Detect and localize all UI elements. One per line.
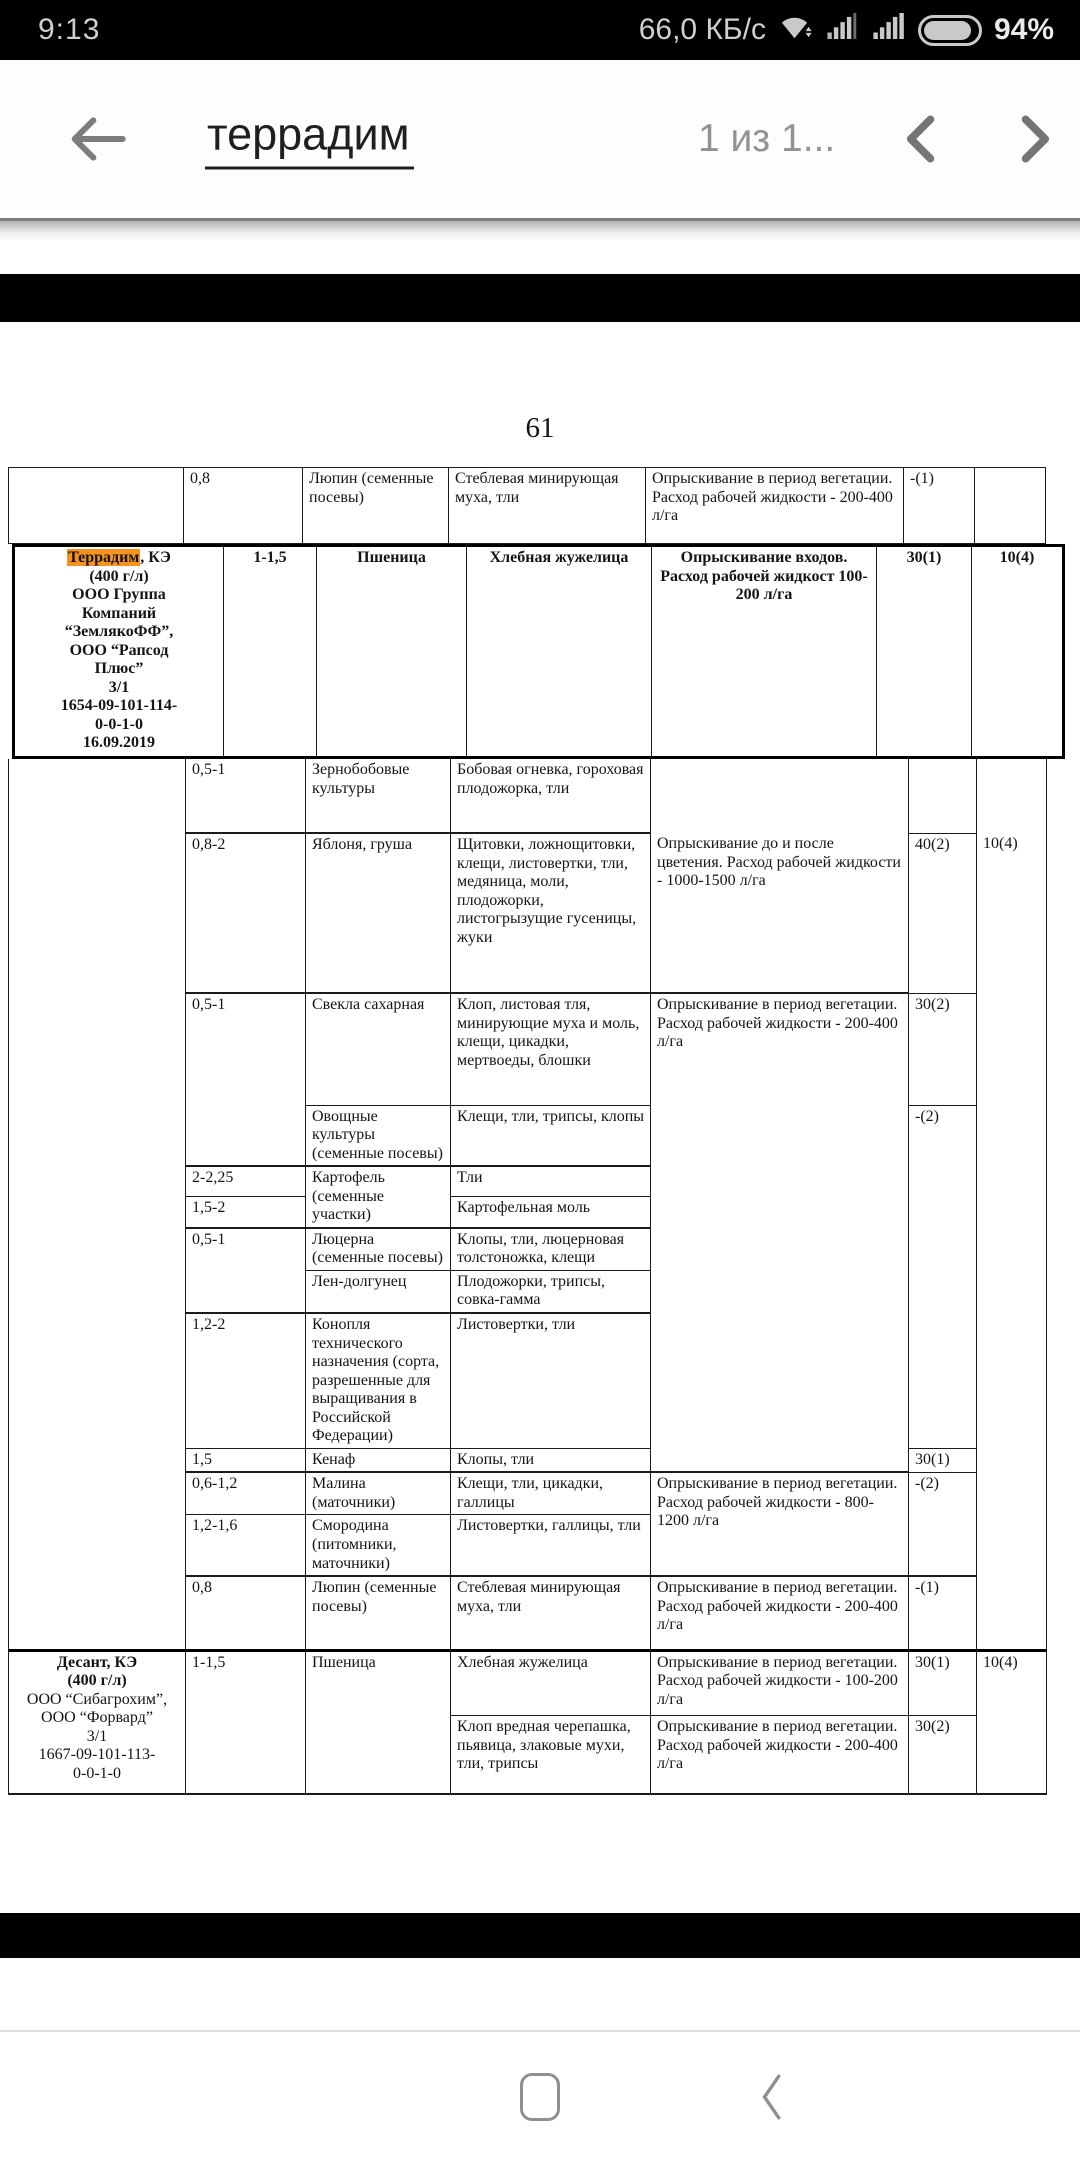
cell-pest: Плодожорки, трипсы, совка-гамма bbox=[451, 1270, 651, 1313]
cell-pest: Стеблевая минирующая муха, тли bbox=[449, 468, 646, 544]
pesticide-tables bbox=[0, 467, 1080, 1795]
cell-pest: Клоп вредная черепашка, пьявица, злаковые мухи, тли, трипсы bbox=[451, 1716, 651, 1794]
cell-pest: Стеблевая минирующая муха, тли bbox=[451, 1576, 651, 1650]
table-row bbox=[9, 468, 1046, 544]
cell-pest: Клопы, тли bbox=[451, 1448, 651, 1472]
cell-waiting: 30(2) bbox=[909, 993, 977, 1105]
network-speed: 66,0 КБ/с bbox=[638, 13, 766, 46]
status-icons bbox=[639, 8, 1054, 52]
cell-product bbox=[14, 546, 224, 758]
cell-pest: Хлебная жужелица bbox=[467, 546, 652, 758]
table-terradim bbox=[12, 544, 1065, 759]
cell-entry bbox=[977, 993, 1047, 1650]
cell-entry: 10(4) bbox=[972, 546, 1064, 758]
battery-percent: 94% bbox=[993, 13, 1054, 46]
cell-waiting: 40(2) bbox=[909, 833, 977, 993]
product-info bbox=[21, 586, 217, 753]
product-info bbox=[15, 1691, 179, 1784]
table-terradim-continuation bbox=[8, 759, 1047, 1652]
cell-pest: Клещи, тли, цикадки, галлицы bbox=[451, 1472, 651, 1515]
cell-method bbox=[651, 759, 909, 833]
back-arrow-icon[interactable] bbox=[64, 107, 128, 171]
cell-crop: Овощные культуры (семенные посевы) bbox=[306, 1105, 451, 1166]
table-row bbox=[9, 759, 1047, 833]
page-number: 61 bbox=[525, 412, 555, 444]
cell-waiting: -(1) bbox=[909, 1576, 977, 1650]
search-highlight: Террадим bbox=[68, 549, 140, 566]
page-break-band-top bbox=[0, 274, 1080, 322]
cell-method: Опрыскивание в период вегетации. Расход рабочей жидкости - 200-400 л/га bbox=[646, 468, 904, 544]
product-info-line: ООО “Форвард” bbox=[41, 1709, 153, 1727]
cell-dose: 0,5-1 bbox=[186, 759, 306, 833]
product-info-line: 3/1 bbox=[108, 678, 130, 696]
cell-method: Опрыскивание в период вегетации. Расход рабочей жидкости - 200-400 л/га bbox=[651, 993, 909, 1472]
table-row bbox=[9, 1652, 1047, 1716]
cell-crop: Картофель (семенные участки) bbox=[306, 1166, 451, 1228]
status-bar bbox=[0, 0, 1080, 60]
search-toolbar bbox=[0, 60, 1080, 218]
previous-match-button[interactable] bbox=[894, 111, 950, 167]
navigation-bar bbox=[0, 2030, 1080, 2160]
table-fragment bbox=[8, 467, 1046, 544]
cell-dose: 2-2,25 bbox=[186, 1166, 306, 1197]
product-info-line: 16.09.2019 bbox=[83, 734, 155, 752]
cell-pest: Щитовки, ложнощитовки, клещи, листовертки, тли, медяница, моли, плодожорки, листогрызущие гусеницы, жуки bbox=[451, 833, 651, 993]
product-name-line: Десант, КЭ bbox=[56, 1653, 138, 1671]
cell-entry bbox=[977, 759, 1047, 833]
cell-crop: Смородина (питомники, маточники) bbox=[306, 1515, 451, 1576]
product-info-line: Плюс” bbox=[94, 660, 144, 678]
cell-dose: 0,5-1 bbox=[186, 993, 306, 1166]
cell-crop: Пшеница bbox=[317, 546, 467, 758]
cell-dose: 1-1,5 bbox=[224, 546, 317, 758]
cell-pest: Клопы, тли, люцерновая толстоножка, клещи bbox=[451, 1228, 651, 1271]
cell-product bbox=[9, 468, 184, 544]
cell-waiting: -(2) bbox=[909, 1105, 977, 1448]
cell-dose: 1,2-1,6 bbox=[186, 1515, 306, 1576]
cell-method: Опрыскивание до и после цветения. Расход рабочей жидкости - 1000-1500 л/га bbox=[651, 833, 909, 993]
cell-waiting: 30(1) bbox=[909, 1652, 977, 1716]
cell-dose: 0,8 bbox=[184, 468, 303, 544]
cell-method: Опрыскивание входов. Расход рабочей жидкост 100-200 л/га bbox=[652, 546, 877, 758]
cell-dose: 0,8-2 bbox=[186, 833, 306, 993]
cell-crop: Пшеница bbox=[306, 1652, 451, 1794]
cell-crop: Конопля технического назначения (сорта, разрешенные для выращивания в Российской Федерации) bbox=[306, 1313, 451, 1448]
product-info-line: ООО Группа bbox=[72, 586, 166, 604]
cell-crop: Кенаф bbox=[306, 1448, 451, 1472]
product-info-line: 3/1 bbox=[86, 1727, 108, 1745]
product-info-line: ООО “Рапсод bbox=[69, 641, 169, 659]
cell-pest: Бобовая огневка, гороховая плодожорка, тли bbox=[451, 759, 651, 833]
battery-icon bbox=[918, 15, 982, 46]
cell-product bbox=[9, 1652, 186, 1794]
product-info-line: “ЗемлякоФФ”, bbox=[64, 623, 174, 641]
search-match-counter: 1 из 1... bbox=[698, 117, 836, 160]
product-info-line: 1654-09-101-114- bbox=[60, 697, 178, 715]
back-button[interactable] bbox=[758, 2073, 784, 2121]
cell-crop: Лен-долгунец bbox=[306, 1270, 451, 1313]
cell-crop: Малина (маточники) bbox=[306, 1472, 451, 1515]
cell-entry: 10(4) bbox=[977, 833, 1047, 993]
cell-entry: 10(4) bbox=[977, 1652, 1047, 1794]
product-strength: (400 г/л) bbox=[67, 1672, 127, 1690]
cell-waiting: -(1) bbox=[904, 468, 975, 544]
cell-crop: Люпин (семенные посевы) bbox=[306, 1576, 451, 1650]
cell-dose: 0,6-1,2 bbox=[186, 1472, 306, 1515]
cell-pest: Клещи, тли, трипсы, клопы bbox=[451, 1105, 651, 1166]
cell-dose: 1,2-2 bbox=[186, 1313, 306, 1448]
product-strength: (400 г/л) bbox=[89, 567, 149, 585]
cell-pest: Клоп, листовая тля, минирующие муха и моль, клещи, цикадки, мертвоеды, блошки bbox=[451, 993, 651, 1105]
cell-dose: 1-1,5 bbox=[186, 1652, 306, 1794]
cell-pest: Листовертки, галлицы, тли bbox=[451, 1515, 651, 1576]
cell-waiting bbox=[909, 759, 977, 833]
cell-waiting: -(2) bbox=[909, 1472, 977, 1576]
product-name-line: Террадим, КЭ bbox=[68, 549, 171, 566]
product-info-line: 0-0-1-0 bbox=[95, 715, 143, 733]
cell-dose: 0,5-1 bbox=[186, 1228, 306, 1313]
product-info-line: 1667-09-101-113- bbox=[38, 1746, 156, 1764]
table-row bbox=[14, 546, 1064, 758]
cell-waiting: 30(1) bbox=[877, 546, 972, 758]
table-desant bbox=[8, 1652, 1047, 1795]
cell-pest: Картофельная моль bbox=[451, 1197, 651, 1228]
cell-entry bbox=[975, 468, 1046, 544]
cell-waiting: 30(1) bbox=[909, 1448, 977, 1472]
cell-method: Опрыскивание в период вегетации. Расход рабочей жидкости - 800-1200 л/га bbox=[651, 1472, 909, 1576]
next-match-button[interactable] bbox=[1006, 111, 1062, 167]
signal-icon-sim2 bbox=[872, 13, 906, 47]
signal-icon-sim1 bbox=[826, 13, 860, 47]
search-term-input[interactable]: террадим bbox=[205, 109, 414, 170]
cell-crop: Люцерна (семенные посевы) bbox=[306, 1228, 451, 1271]
cell-crop: Зернобобовые культуры bbox=[306, 759, 451, 833]
page-break-band-bottom bbox=[0, 1913, 1080, 1958]
clock: 9:13 bbox=[38, 13, 101, 46]
cell-crop: Свекла сахарная bbox=[306, 993, 451, 1105]
product-info-line: ООО “Сибагрохим”, bbox=[26, 1690, 168, 1708]
product-info-line: 0-0-1-0 bbox=[73, 1764, 121, 1782]
product-info-line: Компаний bbox=[81, 604, 157, 622]
cell-method: Опрыскивание в период вегетации. Расход рабочей жидкости - 100-200 л/га bbox=[651, 1652, 909, 1716]
cell-method: Опрыскивание в период вегетации. Расход рабочей жидкости - 200-400 л/га bbox=[651, 1716, 909, 1794]
pdf-page[interactable] bbox=[0, 240, 1080, 2030]
cell-method: Опрыскивание в период вегетации. Расход рабочей жидкости - 200-400 л/га bbox=[651, 1576, 909, 1650]
cell-dose: 1,5-2 bbox=[186, 1197, 306, 1228]
cell-pest: Листовертки, тли bbox=[451, 1313, 651, 1448]
cell-pest: Хлебная жужелица bbox=[451, 1652, 651, 1716]
cell-crop: Люпин (семенные посевы) bbox=[303, 468, 449, 544]
cell-dose: 1,5 bbox=[186, 1448, 306, 1472]
cell-dose: 0,8 bbox=[186, 1576, 306, 1650]
wifi-icon bbox=[778, 8, 814, 52]
cell-crop: Яблоня, груша bbox=[306, 833, 451, 993]
cell-pest: Тли bbox=[451, 1166, 651, 1197]
cell-waiting: 30(2) bbox=[909, 1716, 977, 1794]
cell-product bbox=[9, 759, 186, 1650]
home-button[interactable] bbox=[520, 2073, 560, 2121]
